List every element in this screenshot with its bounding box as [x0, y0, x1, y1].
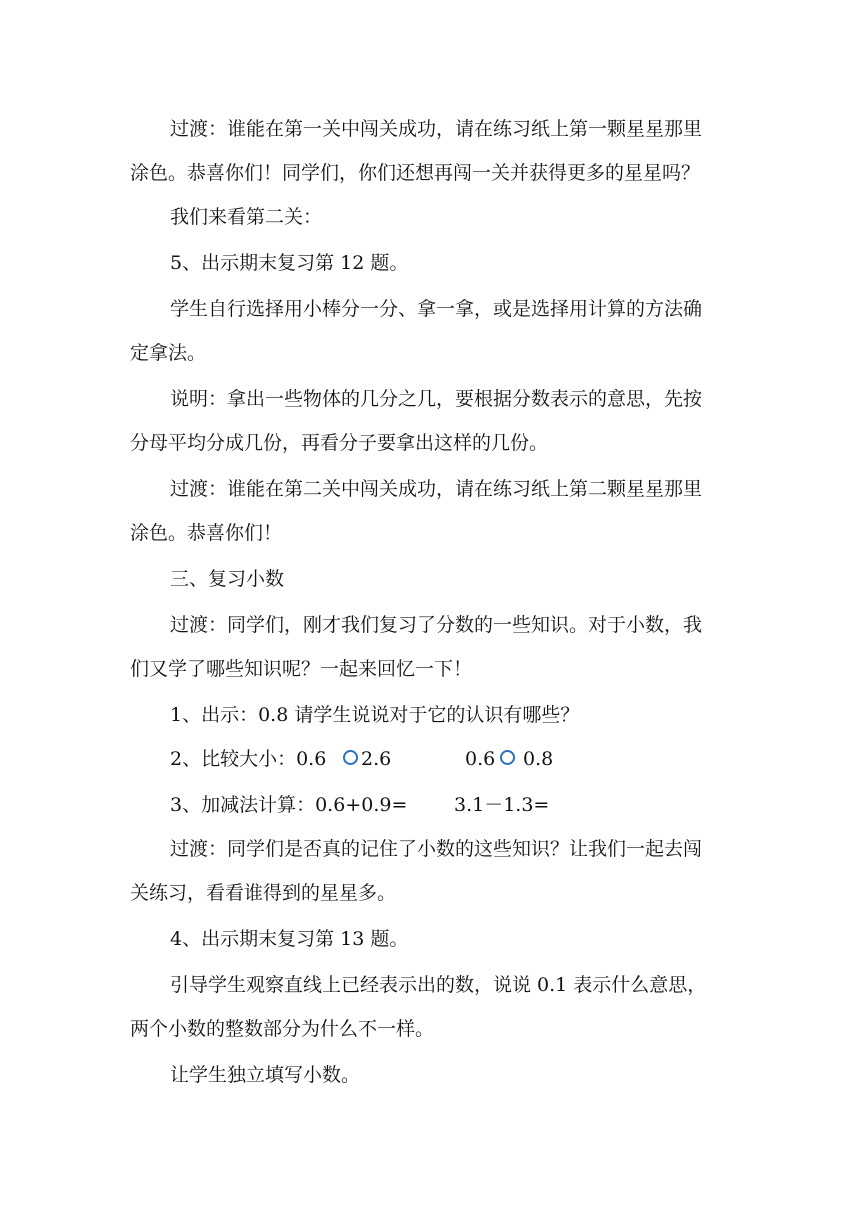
compare-circle-2 — [500, 750, 515, 765]
list-item-1: 1、出示：0.8 请学生说说对于它的认识有哪些？ — [170, 704, 580, 726]
paragraph-fill-decimals: 让学生独立填写小数。 — [170, 1064, 361, 1086]
compare-b-left: 0.6 — [465, 748, 496, 770]
paragraph-explanation-line-1: 说明：拿出一些物体的几分之几，要根据分数表示的意思，先按 — [170, 388, 703, 410]
paragraph-guide-line-1: 引导学生观察直线上已经表示出的数，说说 0.1 表示什么意思， — [170, 974, 707, 996]
compare-b-right: 0.8 — [523, 748, 554, 770]
paragraph-transition-2-line-1: 过渡：谁能在第二关中闯关成功，请在练习纸上第二颗星星那里 — [170, 478, 703, 500]
paragraph-guide-line-2: 两个小数的整数部分为什么不一样。 — [130, 1018, 435, 1040]
paragraph-transition-4-line-2: 关练习，看看谁得到的星星多。 — [130, 882, 397, 904]
paragraph-students-choose-line-2: 定拿法。 — [130, 342, 207, 364]
compare-prefix: 2、比较大小：0.6 — [170, 748, 327, 770]
paragraph-second-level: 我们来看第二关： — [170, 206, 323, 228]
paragraph-transition-1-line-2: 涂色。恭喜你们！同学们，你们还想再闯一关并获得更多的星星吗？ — [130, 162, 701, 184]
compare-a-right: 2.6 — [361, 748, 392, 770]
section-heading-review-decimals: 三、复习小数 — [170, 568, 285, 590]
paragraph-students-choose-line-1: 学生自行选择用小棒分一分、拿一拿，或是选择用计算的方法确 — [170, 298, 703, 320]
paragraph-transition-1-line-1: 过渡：谁能在第一关中闯关成功，请在练习纸上第一颗星星那里 — [170, 118, 703, 140]
paragraph-transition-3-line-1: 过渡：同学们，刚才我们复习了分数的一些知识。对于小数，我 — [170, 614, 703, 636]
paragraph-transition-4-line-1: 过渡：同学们是否真的记住了小数的这些知识？让我们一起去闯 — [170, 838, 703, 860]
list-item-4: 4、出示期末复习第 13 题。 — [170, 928, 409, 950]
calc-second: 3.1－1.3= — [454, 794, 550, 816]
paragraph-item-5: 5、出示期末复习第 12 题。 — [170, 252, 409, 274]
list-item-3 — [0, 792, 860, 818]
paragraph-transition-2-line-2: 涂色。恭喜你们！ — [130, 522, 283, 544]
list-item-2 — [0, 746, 860, 772]
paragraph-explanation-line-2: 分母平均分成几份，再看分子要拿出这样的几份。 — [130, 432, 549, 454]
calc-prefix: 3、加减法计算：0.6+0.9= — [170, 794, 408, 816]
compare-circle-1 — [343, 750, 358, 765]
paragraph-transition-3-line-2: 们又学了哪些知识呢？一起来回忆一下！ — [130, 658, 473, 680]
